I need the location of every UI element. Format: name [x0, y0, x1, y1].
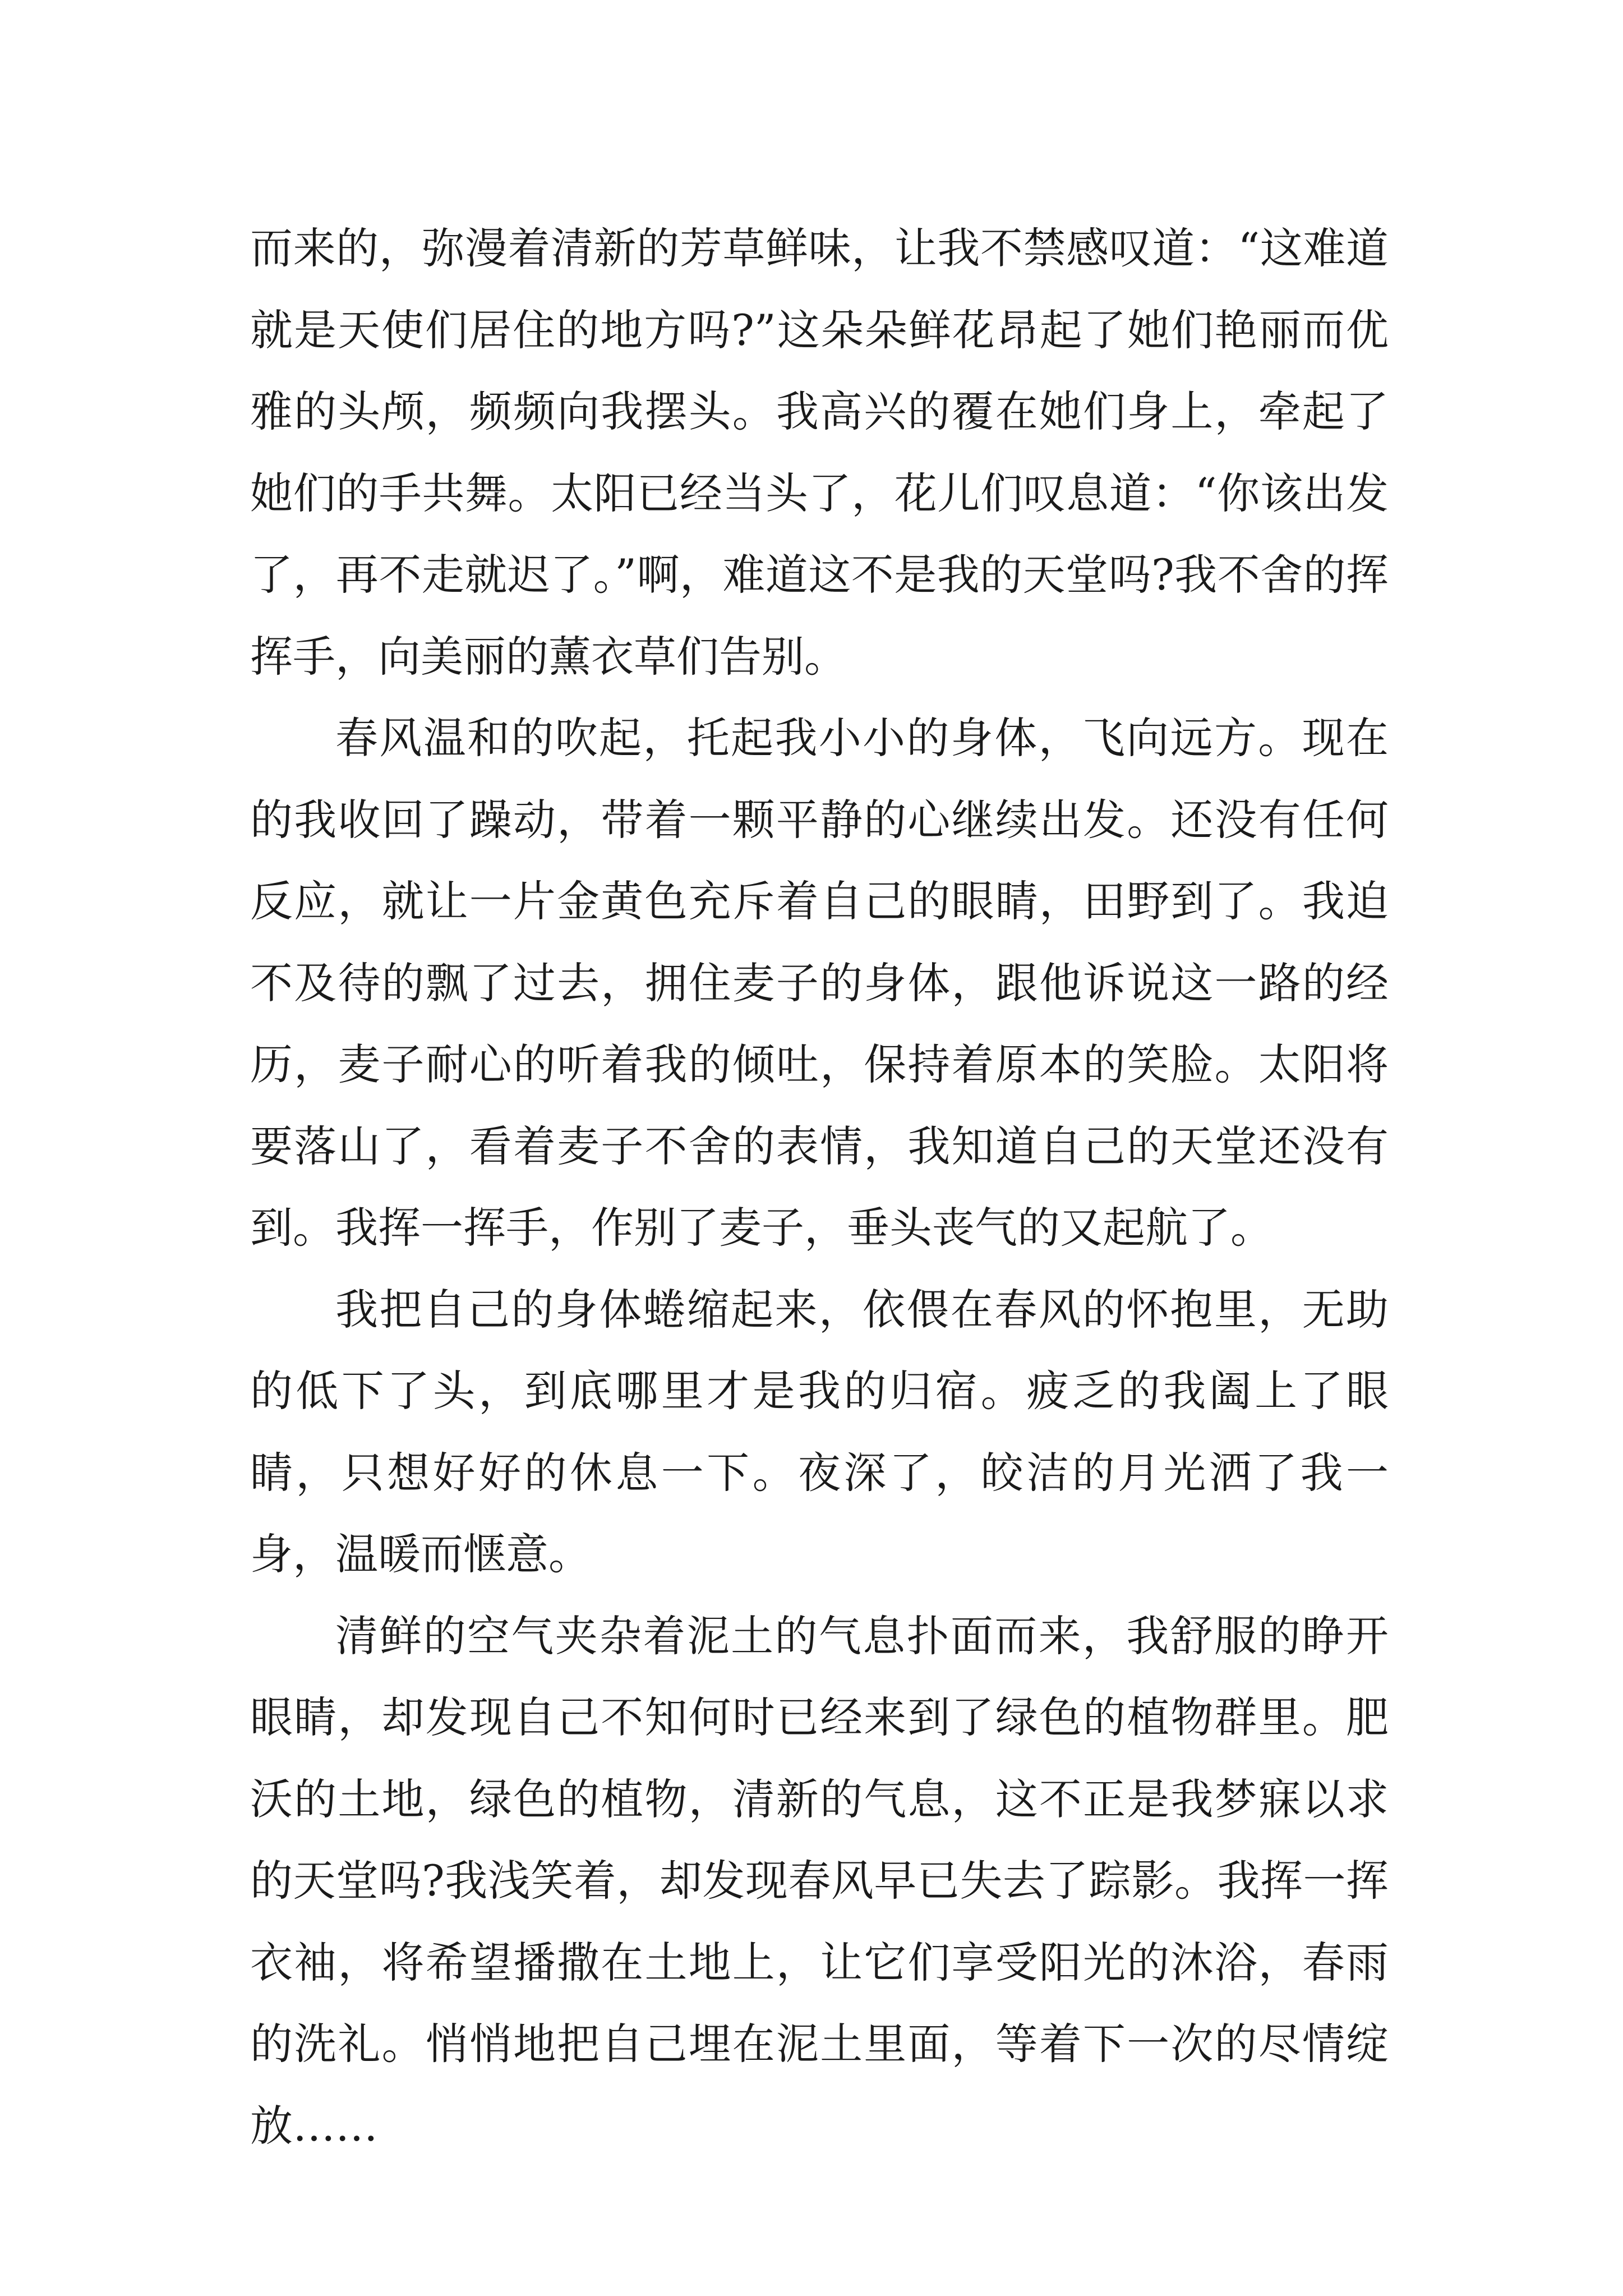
- paragraph-1: 而来的，弥漫着清新的芳草鲜味，让我不禁感叹道：“这难道就是天使们居住的地方吗?”这朵朵鲜花昂起了她们艳丽而优雅的头颅，频频向我摆头。我高兴的覆在她们身上，牵起了她们的手共舞。太阳已经当头了，花儿们叹息道：“你该出发了，再不走就迟了。”啊，难道这不是我的天堂吗?我不舍的挥挥手，向美丽的薰衣草们告别。: [250, 223, 1389, 682]
- paragraph-2: 春风温和的吹起，托起我小小的身体，飞向远方。现在的我收回了躁动，带着一颗平静的心继续出发。还没有任何反应，就让一片金黄色充斥着自己的眼睛，田野到了。我迫不及待的飘了过去，拥住麦子的身体，跟他诉说这一路的经历，麦子耐心的听着我的倾吐，保持着原本的笑脸。太阳将要落山了，看着麦子不舍的表情，我知道自己的天堂还没有到。我挥一挥手，作别了麦子，垂头丧气的又起航了。: [250, 713, 1389, 1253]
- paragraph-3: 我把自己的身体蜷缩起来，依偎在春风的怀抱里，无助的低下了头，到底哪里才是我的归宿。疲乏的我阖上了眼睛，只想好好的休息一下。夜深了，皎洁的月光洒了我一身，温暖而惬意。: [250, 1284, 1389, 1579]
- body-text: [250, 208, 1389, 2166]
- paragraph-4: 清鲜的空气夹杂着泥土的气息扑面而来，我舒服的睁开眼睛，却发现自己不知何时已经来到了绿色的植物群里。肥沃的土地，绿色的植物，清新的气息，这不正是我梦寐以求的天堂吗?我浅笑着，却发现春风早已失去了踪影。我挥一挥衣袖，将希望播撒在土地上，让它们享受阳光的沐浴，春雨的洗礼。悄悄地把自己埋在泥土里面，等着下一次的尽情绽放……: [250, 1611, 1389, 2151]
